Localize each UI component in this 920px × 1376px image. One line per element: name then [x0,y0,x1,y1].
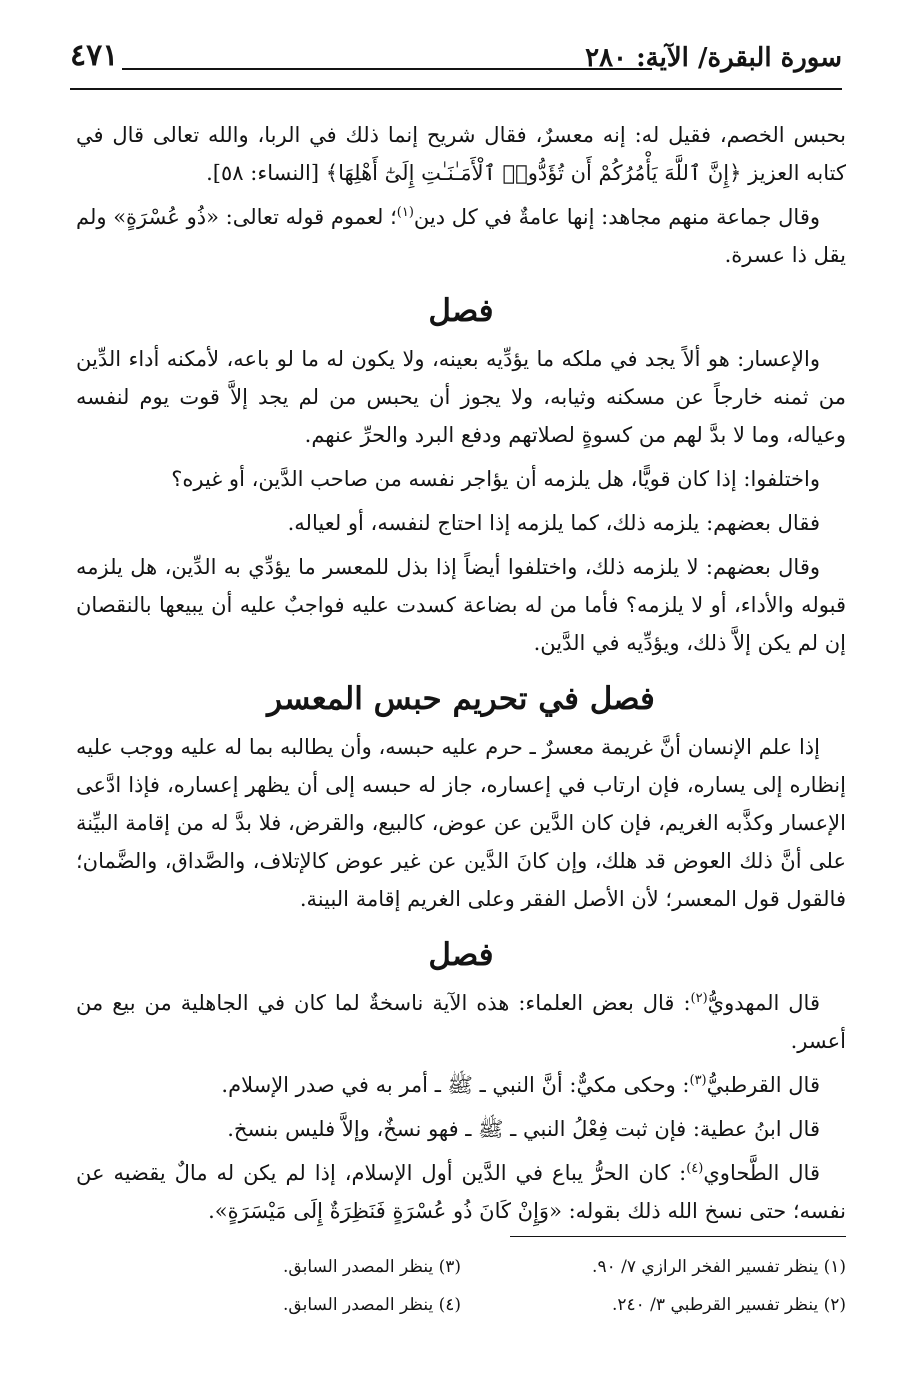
paragraph-text: : قال بعض العلماء: هذه الآية ناسخةٌ لما كان في الجاهلية من بيع من أعسر. [76,991,846,1053]
footnote: (٣) ينظر المصدر السابق. [283,1257,461,1277]
section-heading: فصل [428,293,494,329]
paragraph: والإعسار: هو ألاً يجد في ملكه ما يؤدِّيه بعينه، ولا يكون له ما لو باعه، لأمكنه أداء الدِّين من ثمنه خارجاً عن مسكنه وثيابه، ولا يجوز أن يحبس من لم يجد إلاَّ قوت يوم لنفسه وعياله، وما لا بدَّ لهم من كسوةٍ لصلاتهم ودفع البرد والحرِّ عنهم. [76,347,846,447]
footnote: (٢) ينظر تفسير القرطبي ٣/ ٢٤٠. [611,1295,846,1315]
paragraph: إذا علم الإنسان أنَّ غريمة معسرٌ ـ حرم عليه حبسه، وأن يطالبه بما له عليه ووجب عليه إنظاره إلى يساره، فإن ارتاب في إعساره، جاز له حبسه إلى أن يظهر إعساره، فإذا ادَّعى الإعسار وكذَّبه الغريم، فإن كان الدَّين عن عوض، كالبيع، والقرض، فلا بدَّ له من إقامة البيِّنة على أنَّ ذلك العوض قد هلك، وإن كانَ الدَّين عن غير عوض كالإتلاف، والصَّداق، والضَّمان؛ فالقول قول المعسر؛ لأن الأصل الفقر وعلى الغريم إقامة البينة. [76,735,846,911]
running-header [70,30,842,90]
paragraph-text: : وحكى مكيٌّ: أنَّ النبي ـ ﷺ ـ أمر به في صدر الإسلام. [221,1073,690,1097]
footnote-ref[interactable]: (١) [396,205,414,220]
section-heading: فصل [428,937,494,973]
footnote-ref[interactable]: (٣) [689,1073,707,1088]
paragraph: فقال بعضهم: يلزمه ذلك، كما يلزمه إذا احتاج لنفسه، أو لعياله. [287,511,820,535]
footnotes [76,1248,846,1324]
paragraph [76,984,846,1060]
header-rule [122,68,652,70]
paragraph-text: وقال جماعة منهم مجاهد: إنها عامةٌ في كل دين [413,205,821,229]
footnote-separator [510,1236,846,1237]
paragraph [76,198,846,274]
paragraph-text: قال القرطبيُّ [706,1073,820,1097]
paragraph-text: قال المهدويُّ [707,991,820,1015]
header-underline [70,88,842,90]
footnote-ref[interactable]: (٤) [686,1161,704,1176]
surah-title: سورة البقرة/ الآية: ٢٨٠ [585,43,842,73]
paragraph: بحبس الخصم، فقيل له: إنه معسرٌ، فقال شريح إنما ذلك في الربا، والله تعالى قال في كتابه العزيز ﴿إِنَّ ٱللَّهَ يَأْمُرُكُمْ أَن تُؤَدُّوا۟ ٱلْأَمَـٰنَـٰتِ إِلَىٰٓ أَهْلِهَا﴾ [النساء: ٥٨]. [76,123,846,185]
paragraph [76,1154,846,1230]
footnote-row [76,1286,846,1324]
paragraph-text: : كان الحرُّ يباع في الدَّين أول الإسلام، إذا لم يكن له مالٌ يقضيه عن نفسه؛ حتى نسخ الله ذلك بقوله: «وَإِنْ كَانَ ذُو عُسْرَةٍ فَنَظِرَةٌ إِلَى مَيْسَرَةٍ». [76,1161,846,1223]
paragraph: واختلفوا: إذا كان قويًّا، هل يلزمه أن يؤاجر نفسه من صاحب الدَّين، أو غيره؟ [171,467,820,491]
paragraph-text: ؛ لعموم قوله تعالى: «ذُو عُسْرَةٍ» ولم يقل ذا عسرة. [76,205,846,267]
footnote-ref[interactable]: (٢) [690,991,708,1006]
paragraph: وقال بعضهم: لا يلزمه ذلك، واختلفوا أيضاً إذا بذل للمعسر ما يؤدِّي به الدِّين، هل يلزمه قبوله والأداء، أو لا يلزمه؟ فأما من له بضاعة كسدت عليه فواجبٌ عليه أن يبيعها بالنقصان إن لم يكن إلاَّ ذلك، ويؤدِّيه في الدَّين. [76,555,846,655]
paragraph [76,1066,846,1104]
main-text [76,116,846,1236]
paragraph: قال ابنُ عطية: فإن ثبت فِعْلُ النبي ـ ﷺ ـ فهو نسخٌ، وإلاَّ فليس بنسخ. [227,1117,820,1141]
footnote-row [76,1248,846,1286]
footnote: (٤) ينظر المصدر السابق. [283,1295,461,1315]
page-number: ٤٧١ [70,38,119,73]
footnote: (١) ينظر تفسير الفخر الرازي ٧/ ٩٠. [592,1257,846,1277]
section-heading: فصل في تحريم حبس المعسر [267,681,655,717]
paragraph-text: قال الطَّحاوي [703,1161,820,1185]
